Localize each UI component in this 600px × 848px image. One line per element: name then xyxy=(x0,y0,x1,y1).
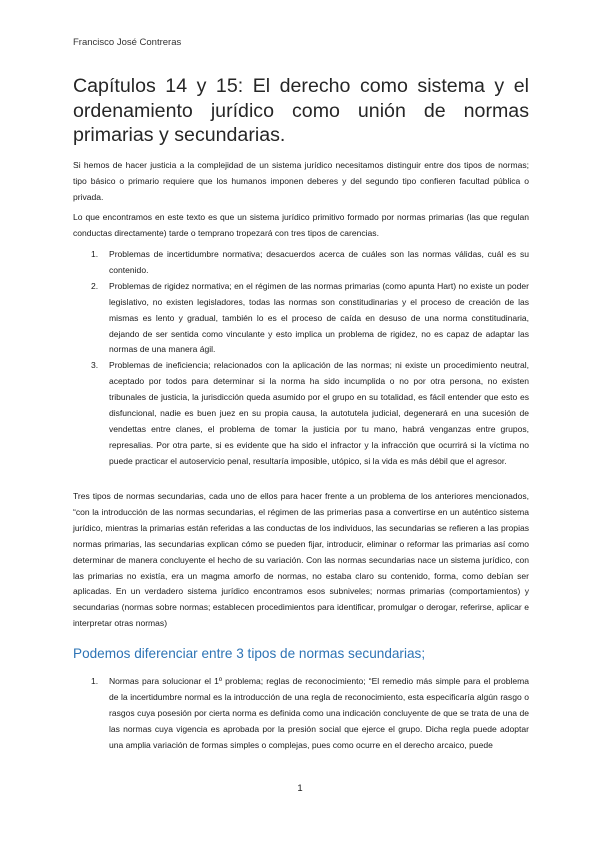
list-number: 1. xyxy=(91,249,99,259)
list-number: 1. xyxy=(91,676,99,686)
section-heading: Podemos diferenciar entre 3 tipos de normas secundarias; xyxy=(73,646,426,661)
problems-list xyxy=(73,247,529,470)
list-item xyxy=(73,247,529,279)
list-number: 2. xyxy=(91,280,99,291)
page-number: 1 xyxy=(297,783,303,794)
page-title: Capítulos 14 y 15: El derecho como sistema y el ordenamiento jurídico como unión de normas primarias y secundarias. xyxy=(73,75,529,146)
list-item xyxy=(73,674,529,754)
list-number: 3. xyxy=(91,360,99,371)
carencias-paragraph: Lo que encontramos en este texto es que un sistema jurídico primitivo formado por normas primarias (las que regulan conductas directamente) tarde o temprano tropezará con tres tipos de carencias. xyxy=(73,212,529,238)
page-header-author: Francisco José Contreras xyxy=(73,37,182,48)
intro-paragraph: Si hemos de hacer justicia a la complejidad de un sistema jurídico necesitamos distinguir entre dos tipos de normas; tipo básico o primario requiere que los humanos imponen deberes y del segundo tipo confieren facultad pública o privada. xyxy=(73,160,529,202)
secondary-norms-paragraph: Tres tipos de normas secundarias, cada uno de ellos para hacer frente a un problema de los anteriores mencionados, “con la introducción de las normas secundarias, el régimen de las primerias pasa a convertirse en un auténtico sistema jurídico, mientras la primarias están referidas a las conductas de los individuos, las secundarias se refieren a las propias normas primarias, las secundarias explican cómo se pueden fijar, introducir, eliminar o reformar las primarias así como determinar de manera concluyente el hecho de su variación. Con las normas secundarias nace un sistema jurídico, con las primarias no existía, era un magma amorfo de normas, no estaba claro su contenido, forma, como debían ser aplicadas. En un verdadero sistema jurídico encontramos esos subniveles; normas primarias (comportamientos) y secundarias (normas sobre normas; establecen procedimientos para identificar, promulgar o derogar, referirse, aplicar e interpretar otras normas) xyxy=(73,491,529,629)
list-item-text: Problemas de rigidez normativa; en el régimen de las normas primarias (como apunta Hart) no existe un poder legislativo, no existen legisladores, todas las normas son constitudinarias y el proceso de creación de las mismas es lento y gradual, también lo es el proceso de caída en desuso de una norma constitudinaria, dejando de ser sentida como vinculante y esto implica un problema de rigidez, no es capaz de adaptar las normas de una manera ágil. xyxy=(109,280,529,355)
list-item-text: Problemas de ineficiencia; relacionados con la aplicación de las normas; ni existe un procedimiento neutral, aceptado por todos para determinar si la norma ha sido incumplida o no por otra persona, no existen tribunales de justicia, la jurisdicción queda asumido por el grupo en su totalidad, es fácil entender que esto es disfuncional, nadie es buen juez en su propia causa, la autotutela judicial, degenerará en una sucesión de vendettas entre clanes, el problema de tomar la justicia por tu mano, habrá venganzas entre grupos, represalias. Por otra parte, si es evidente que ha sido el infractor y la infracción que ocurrirá si la víctima no puede practicar el autoservicio penal, resultaría imposible, utópico, si la vida es más débil que el agresor. xyxy=(109,360,529,466)
secondary-types-list xyxy=(73,674,529,754)
list-item-text: Problemas de incertidumbre normativa; desacuerdos acerca de cuáles son las normas válidas, cuál es su contenido. xyxy=(109,249,529,275)
list-item xyxy=(73,358,529,469)
list-item-text: Normas para solucionar el 1º problema; reglas de reconocimiento; “El remedio más simple para el problema de la incertidumbre normal es la introducción de una regla de reconocimiento, esta especificaría algún rasgo o rasgos cuya posesión por cierta norma es definida como una indicación concluyente de que se trata de una de las normas cuya vigencia es aprobada por la presión social que ejerce el grupo. Dicha regla puede adoptar una amplia variación de formas simples o complejas, pues como ocurre en el derecho arcaico, puede xyxy=(109,676,529,750)
list-item xyxy=(73,279,529,359)
